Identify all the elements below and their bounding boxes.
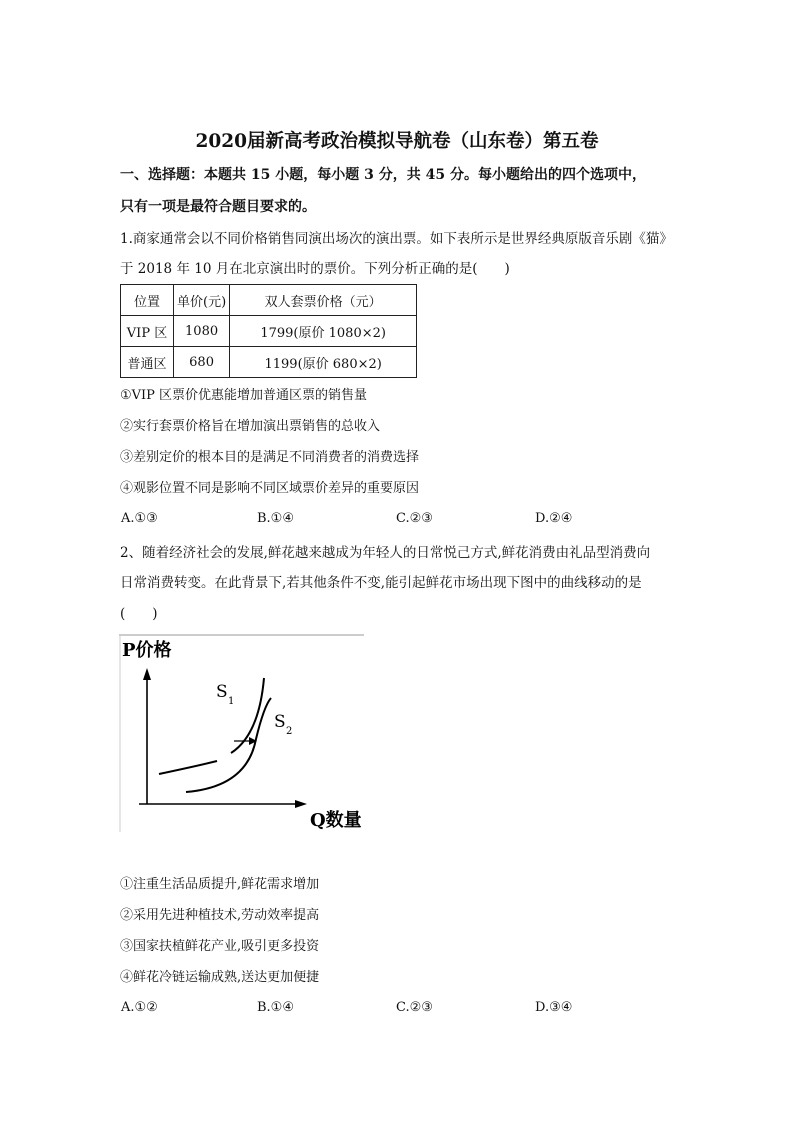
q1-option-d[interactable]: D.②④ xyxy=(535,511,573,526)
q2-option-a[interactable]: A.①② xyxy=(121,1000,158,1015)
q2-statement-4: ④鲜花冷链运输成熟,送达更加便捷 xyxy=(120,970,320,985)
q1-stem-line1: 1.商家通常会以不同价格销售同演出场次的演出票。如下表所示是世界经典原版音乐剧《猫》 xyxy=(120,231,673,247)
table-header-cell: 双人套票价格（元） xyxy=(230,285,417,316)
table-header-cell: 单价(元) xyxy=(174,285,230,316)
q1-option-a[interactable]: A.①③ xyxy=(121,511,158,526)
q1-statement-2: ②实行套票价格旨在增加演出票销售的总收入 xyxy=(120,419,381,434)
page-title: 2020届新高考政治模拟导航卷（山东卷）第五卷 xyxy=(195,131,599,152)
section-heading-line2: 只有一项是最符合题目要求的。 xyxy=(120,199,316,215)
q1-statement-4: ④观影位置不同是影响不同区域票价差异的重要原因 xyxy=(120,481,420,496)
table-cell: 1080 xyxy=(174,316,230,347)
x-axis-label: Q数量 xyxy=(310,810,362,831)
table-cell: 1799(原价 1080×2) xyxy=(230,316,417,347)
q1-option-c[interactable]: C.②③ xyxy=(396,511,433,526)
table-cell: 1199(原价 680×2) xyxy=(230,347,417,378)
q1-statement-1: ①VIP 区票价优惠能增加普通区票的销售量 xyxy=(120,388,368,403)
table-row xyxy=(121,347,417,378)
table-cell: VIP 区 xyxy=(121,316,174,347)
table-cell: 普通区 xyxy=(121,347,174,378)
q2-option-c[interactable]: C.②③ xyxy=(396,1000,433,1015)
table-cell: 680 xyxy=(174,347,230,378)
q1-option-b[interactable]: B.①④ xyxy=(257,511,294,526)
table-row xyxy=(121,316,417,347)
curve-s1-subscript: 1 xyxy=(228,696,235,707)
q1-statement-3: ③差别定价的根本目的是满足不同消费者的消费选择 xyxy=(120,450,420,465)
q2-statement-1: ①注重生活品质提升,鲜花需求增加 xyxy=(120,877,320,892)
y-axis-arrow-icon xyxy=(143,668,151,680)
q1-price-table xyxy=(120,284,417,378)
q2-option-d[interactable]: D.③④ xyxy=(535,1000,573,1015)
curve-s2-label: S xyxy=(274,712,286,732)
q2-statement-3: ③国家扶植鲜花产业,吸引更多投资 xyxy=(120,939,320,954)
supply-curve-figure xyxy=(119,634,367,834)
curve-s1-label: S xyxy=(216,682,228,702)
section-heading-line1: 一、选择题：本题共 15 小题，每小题 3 分，共 45 分。每小题给出的四个选项中， xyxy=(120,167,646,183)
q2-statement-2: ②采用先进种植技术,劳动效率提高 xyxy=(120,908,320,923)
curve-s2-subscript: 2 xyxy=(286,726,293,737)
y-axis-label: P价格 xyxy=(122,640,172,661)
table-header-row xyxy=(121,285,417,316)
q2-option-b[interactable]: B.①④ xyxy=(257,1000,294,1015)
q1-stem-line2: 于 2018 年 10 月在北京演出时的票价。下列分析正确的是( ) xyxy=(120,261,510,277)
x-axis-arrow-icon xyxy=(295,800,307,808)
q2-stem-line1: 2、随着经济社会的发展,鲜花越来越成为年轻人的日常悦己方式,鲜花消费由礼品型消费向 xyxy=(120,545,651,561)
table-header-cell: 位置 xyxy=(121,285,174,316)
q2-stem-line3: ( ) xyxy=(120,606,158,622)
q2-stem-line2: 日常消费转变。在此背景下,若其他条件不变,能引起鲜花市场出现下图中的曲线移动的是 xyxy=(120,575,642,591)
